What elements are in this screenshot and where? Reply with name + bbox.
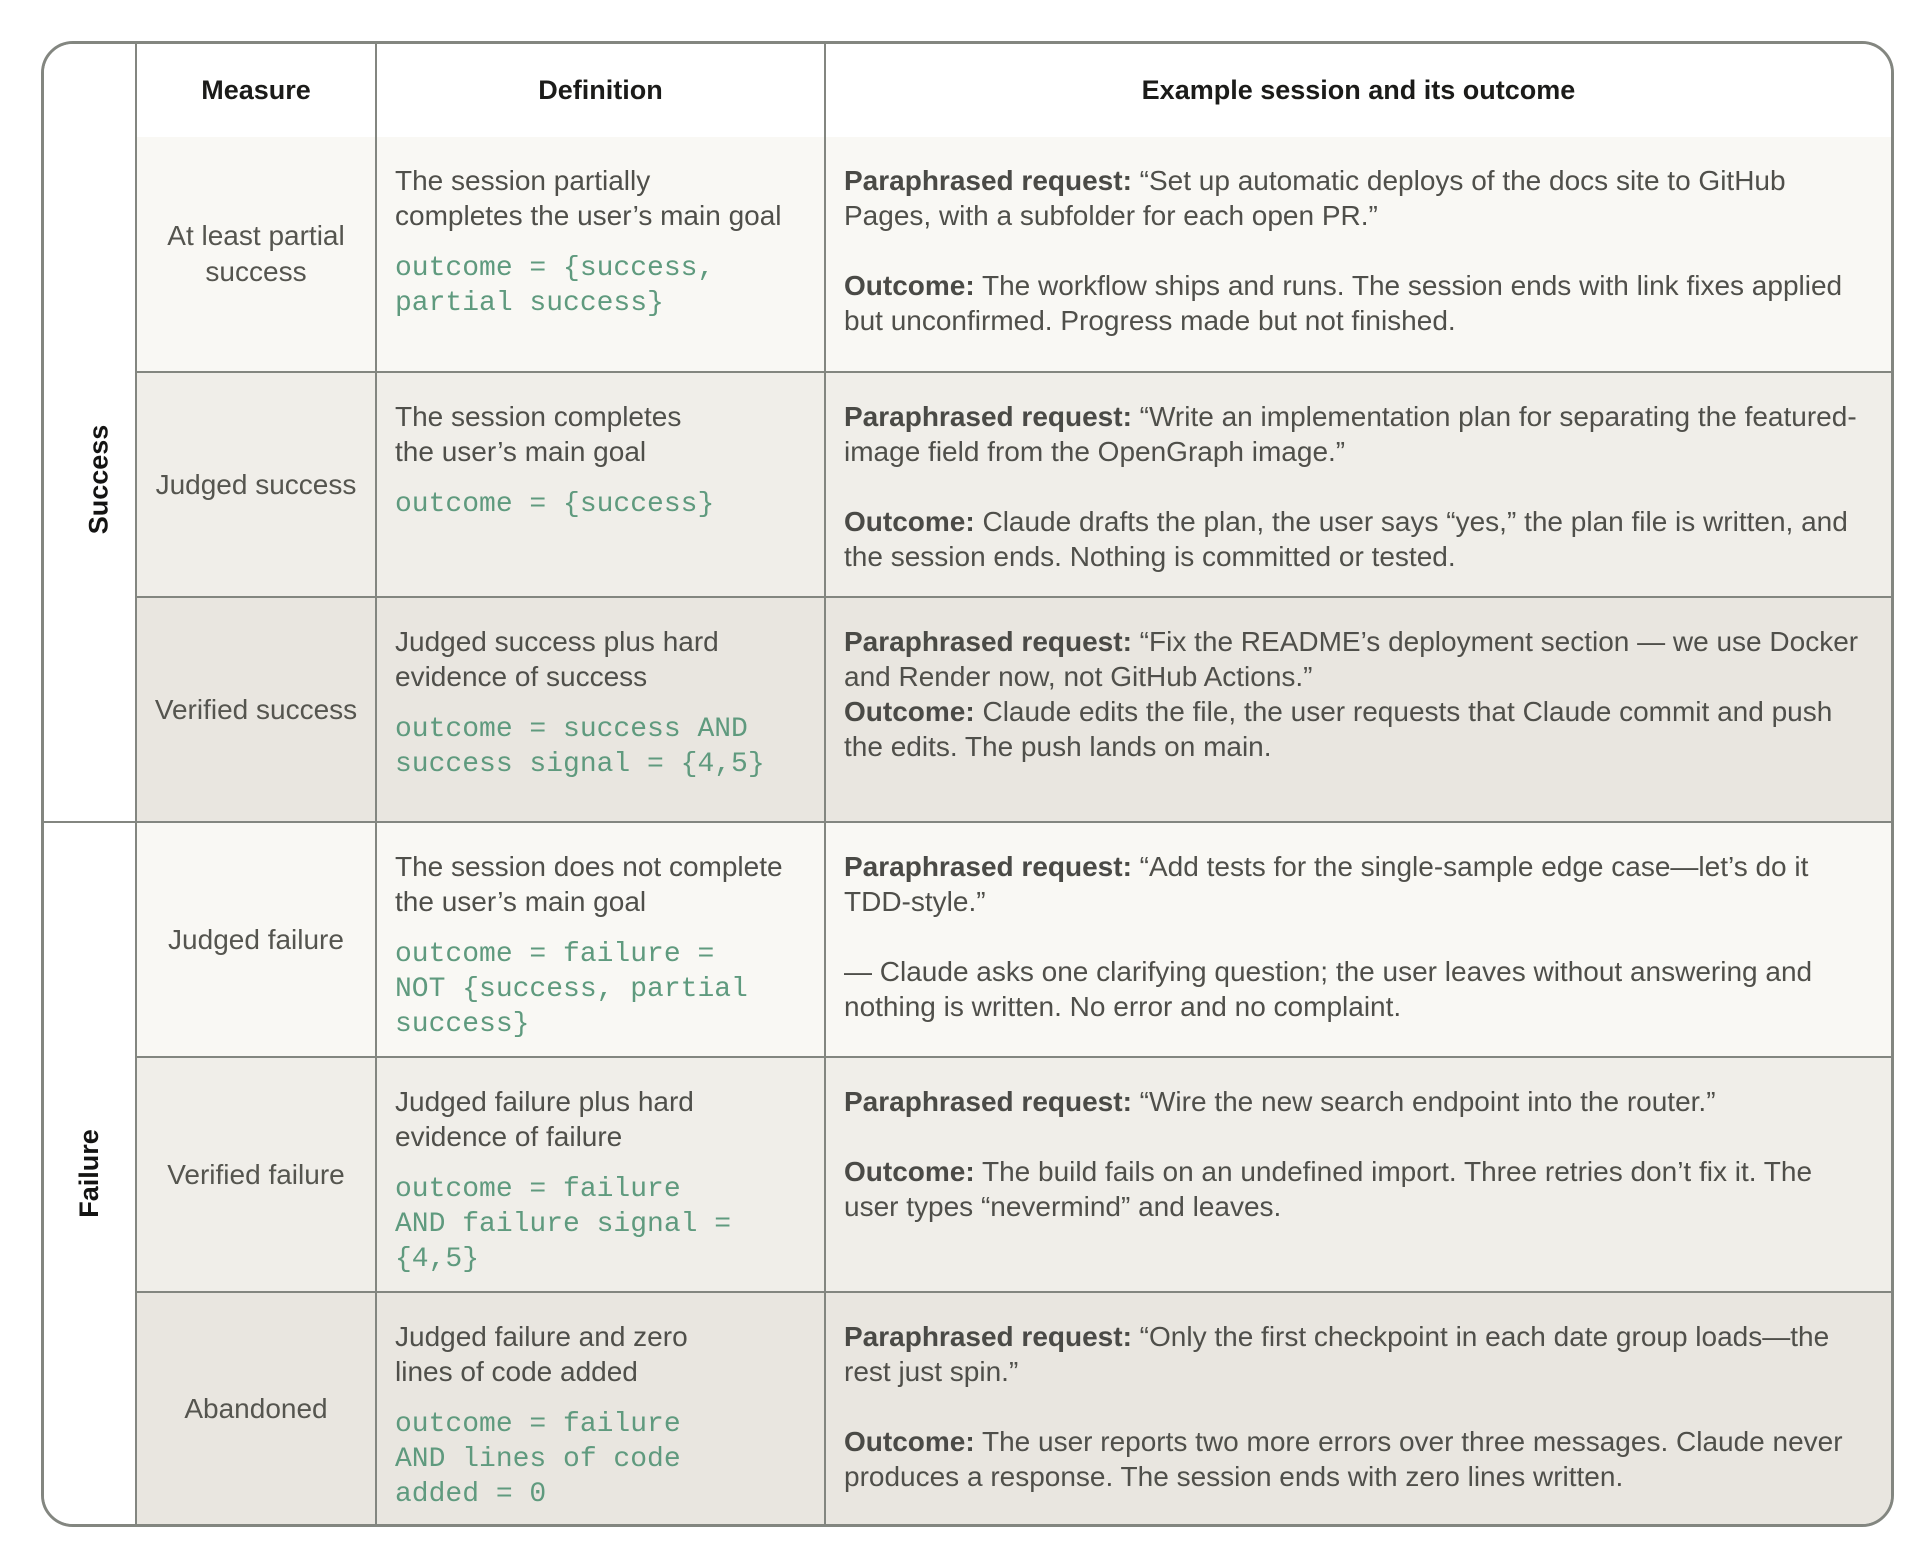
request-text: “Set up automatic deploys of the docs site to GitHub Pages, with a subfolder for each open PR.”	[844, 165, 1786, 231]
table-row	[44, 1057, 1891, 1292]
example-outcome	[844, 1154, 1873, 1224]
request-label: Paraphrased request:	[844, 1086, 1132, 1117]
outcome-text: The workflow ships and runs. The session ends with link fixes applied but unconfirmed. Progress made but not finished.	[844, 270, 1843, 336]
definition-formula: outcome = {success}	[395, 489, 715, 520]
example-outcome	[844, 504, 1873, 574]
outcome-label: Outcome:	[844, 696, 975, 727]
definition-formula: outcome = success AND success signal = {4,5}	[395, 714, 765, 780]
table-row	[44, 822, 1891, 1057]
group-cell-success	[44, 137, 136, 822]
example-outcome	[844, 1424, 1873, 1494]
outcome-label: Outcome:	[844, 506, 975, 537]
example-request	[844, 163, 1873, 233]
definition-cell	[376, 372, 825, 597]
table-row	[44, 372, 1891, 597]
example-request	[844, 1084, 1873, 1119]
definition-text: The session completes the user’s main goal	[395, 401, 682, 467]
header-group-cell	[44, 44, 136, 137]
definition-cell	[376, 1292, 825, 1525]
definition-cell	[376, 137, 825, 372]
definition-text: Judged success plus hard evidence of success	[395, 626, 719, 692]
measures-table-frame	[41, 41, 1894, 1527]
measure-cell: At least partial success	[136, 137, 376, 372]
outcome-text: Claude edits the file, the user requests that Claude commit and push the edits. The push lands on main.	[844, 696, 1833, 762]
example-cell	[825, 822, 1891, 1057]
definition-formula: outcome = failure AND failure signal = {4,5}	[395, 1174, 732, 1275]
outcome-text: The user reports two more errors over three messages. Claude never produces a response. The session ends with zero lines written.	[844, 1426, 1843, 1492]
definition-cell	[376, 1057, 825, 1292]
outcome-label: Outcome:	[844, 270, 975, 301]
definition-text: The session partially completes the user’s main goal	[395, 165, 782, 231]
example-cell	[825, 1292, 1891, 1525]
measure-cell: Judged success	[136, 372, 376, 597]
definition-text: Judged failure plus hard evidence of failure	[395, 1086, 694, 1152]
table-row	[44, 1292, 1891, 1525]
header-row	[44, 44, 1891, 137]
definition-text: Judged failure and zero lines of code added	[395, 1321, 688, 1387]
measure-cell: Verified failure	[136, 1057, 376, 1292]
example-outcome	[844, 694, 1873, 764]
example-request	[844, 624, 1873, 694]
example-request	[844, 849, 1873, 919]
outcome-text: Claude drafts the plan, the user says “yes,” the plan file is written, and the session ends. Nothing is committed or tested.	[844, 506, 1848, 572]
definition-formula: outcome = failure = NOT {success, partial success}	[395, 939, 748, 1040]
example-cell	[825, 137, 1891, 372]
example-outcome	[844, 954, 1873, 1024]
request-text: “Only the first checkpoint in each date group loads—the rest just spin.”	[844, 1321, 1830, 1387]
request-label: Paraphrased request:	[844, 165, 1132, 196]
request-label: Paraphrased request:	[844, 626, 1132, 657]
outcome-text: The build fails on an undefined import. Three retries don’t fix it. The user types “nevermind” and leaves.	[844, 1156, 1813, 1222]
definition-cell	[376, 597, 825, 822]
request-label: Paraphrased request:	[844, 1321, 1132, 1352]
group-label-success: Success	[83, 424, 114, 534]
example-cell	[825, 1057, 1891, 1292]
definition-cell	[376, 822, 825, 1057]
request-label: Paraphrased request:	[844, 401, 1132, 432]
outcome-label: Outcome:	[844, 1426, 975, 1457]
measure-cell: Judged failure	[136, 822, 376, 1057]
definition-formula: outcome = {success, partial success}	[395, 253, 715, 319]
definition-text: The session does not complete the user’s main goal	[395, 851, 783, 917]
request-label: Paraphrased request:	[844, 851, 1132, 882]
request-text: “Add tests for the single-sample edge case—let’s do it TDD-style.”	[844, 851, 1809, 917]
request-text: “Fix the README’s deployment section — we use Docker and Render now, not GitHub Actions.”	[844, 626, 1859, 692]
definition-formula: outcome = failure AND lines of code added = 0	[395, 1409, 681, 1510]
measure-cell: Abandoned	[136, 1292, 376, 1525]
example-outcome	[844, 268, 1873, 338]
outcome-label: Outcome:	[844, 1156, 975, 1187]
measures-table	[44, 44, 1891, 1526]
example-request	[844, 1319, 1873, 1389]
request-text: “Wire the new search endpoint into the router.”	[1139, 1086, 1716, 1117]
group-cell-failure	[44, 822, 136, 1525]
outcome-text: — Claude asks one clarifying question; the user leaves without answering and nothing is written. No error and no complaint.	[844, 956, 1813, 1022]
example-cell	[825, 597, 1891, 822]
header-measure: Measure	[136, 44, 376, 137]
table-row	[44, 597, 1891, 822]
table-row	[44, 137, 1891, 372]
group-label-failure: Failure	[74, 1129, 104, 1218]
header-definition: Definition	[376, 44, 825, 137]
header-example: Example session and its outcome	[825, 44, 1891, 137]
example-cell	[825, 372, 1891, 597]
example-request	[844, 399, 1873, 469]
request-text: “Write an implementation plan for separating the featured-image field from the OpenGraph image.”	[844, 401, 1857, 467]
measure-cell: Verified success	[136, 597, 376, 822]
